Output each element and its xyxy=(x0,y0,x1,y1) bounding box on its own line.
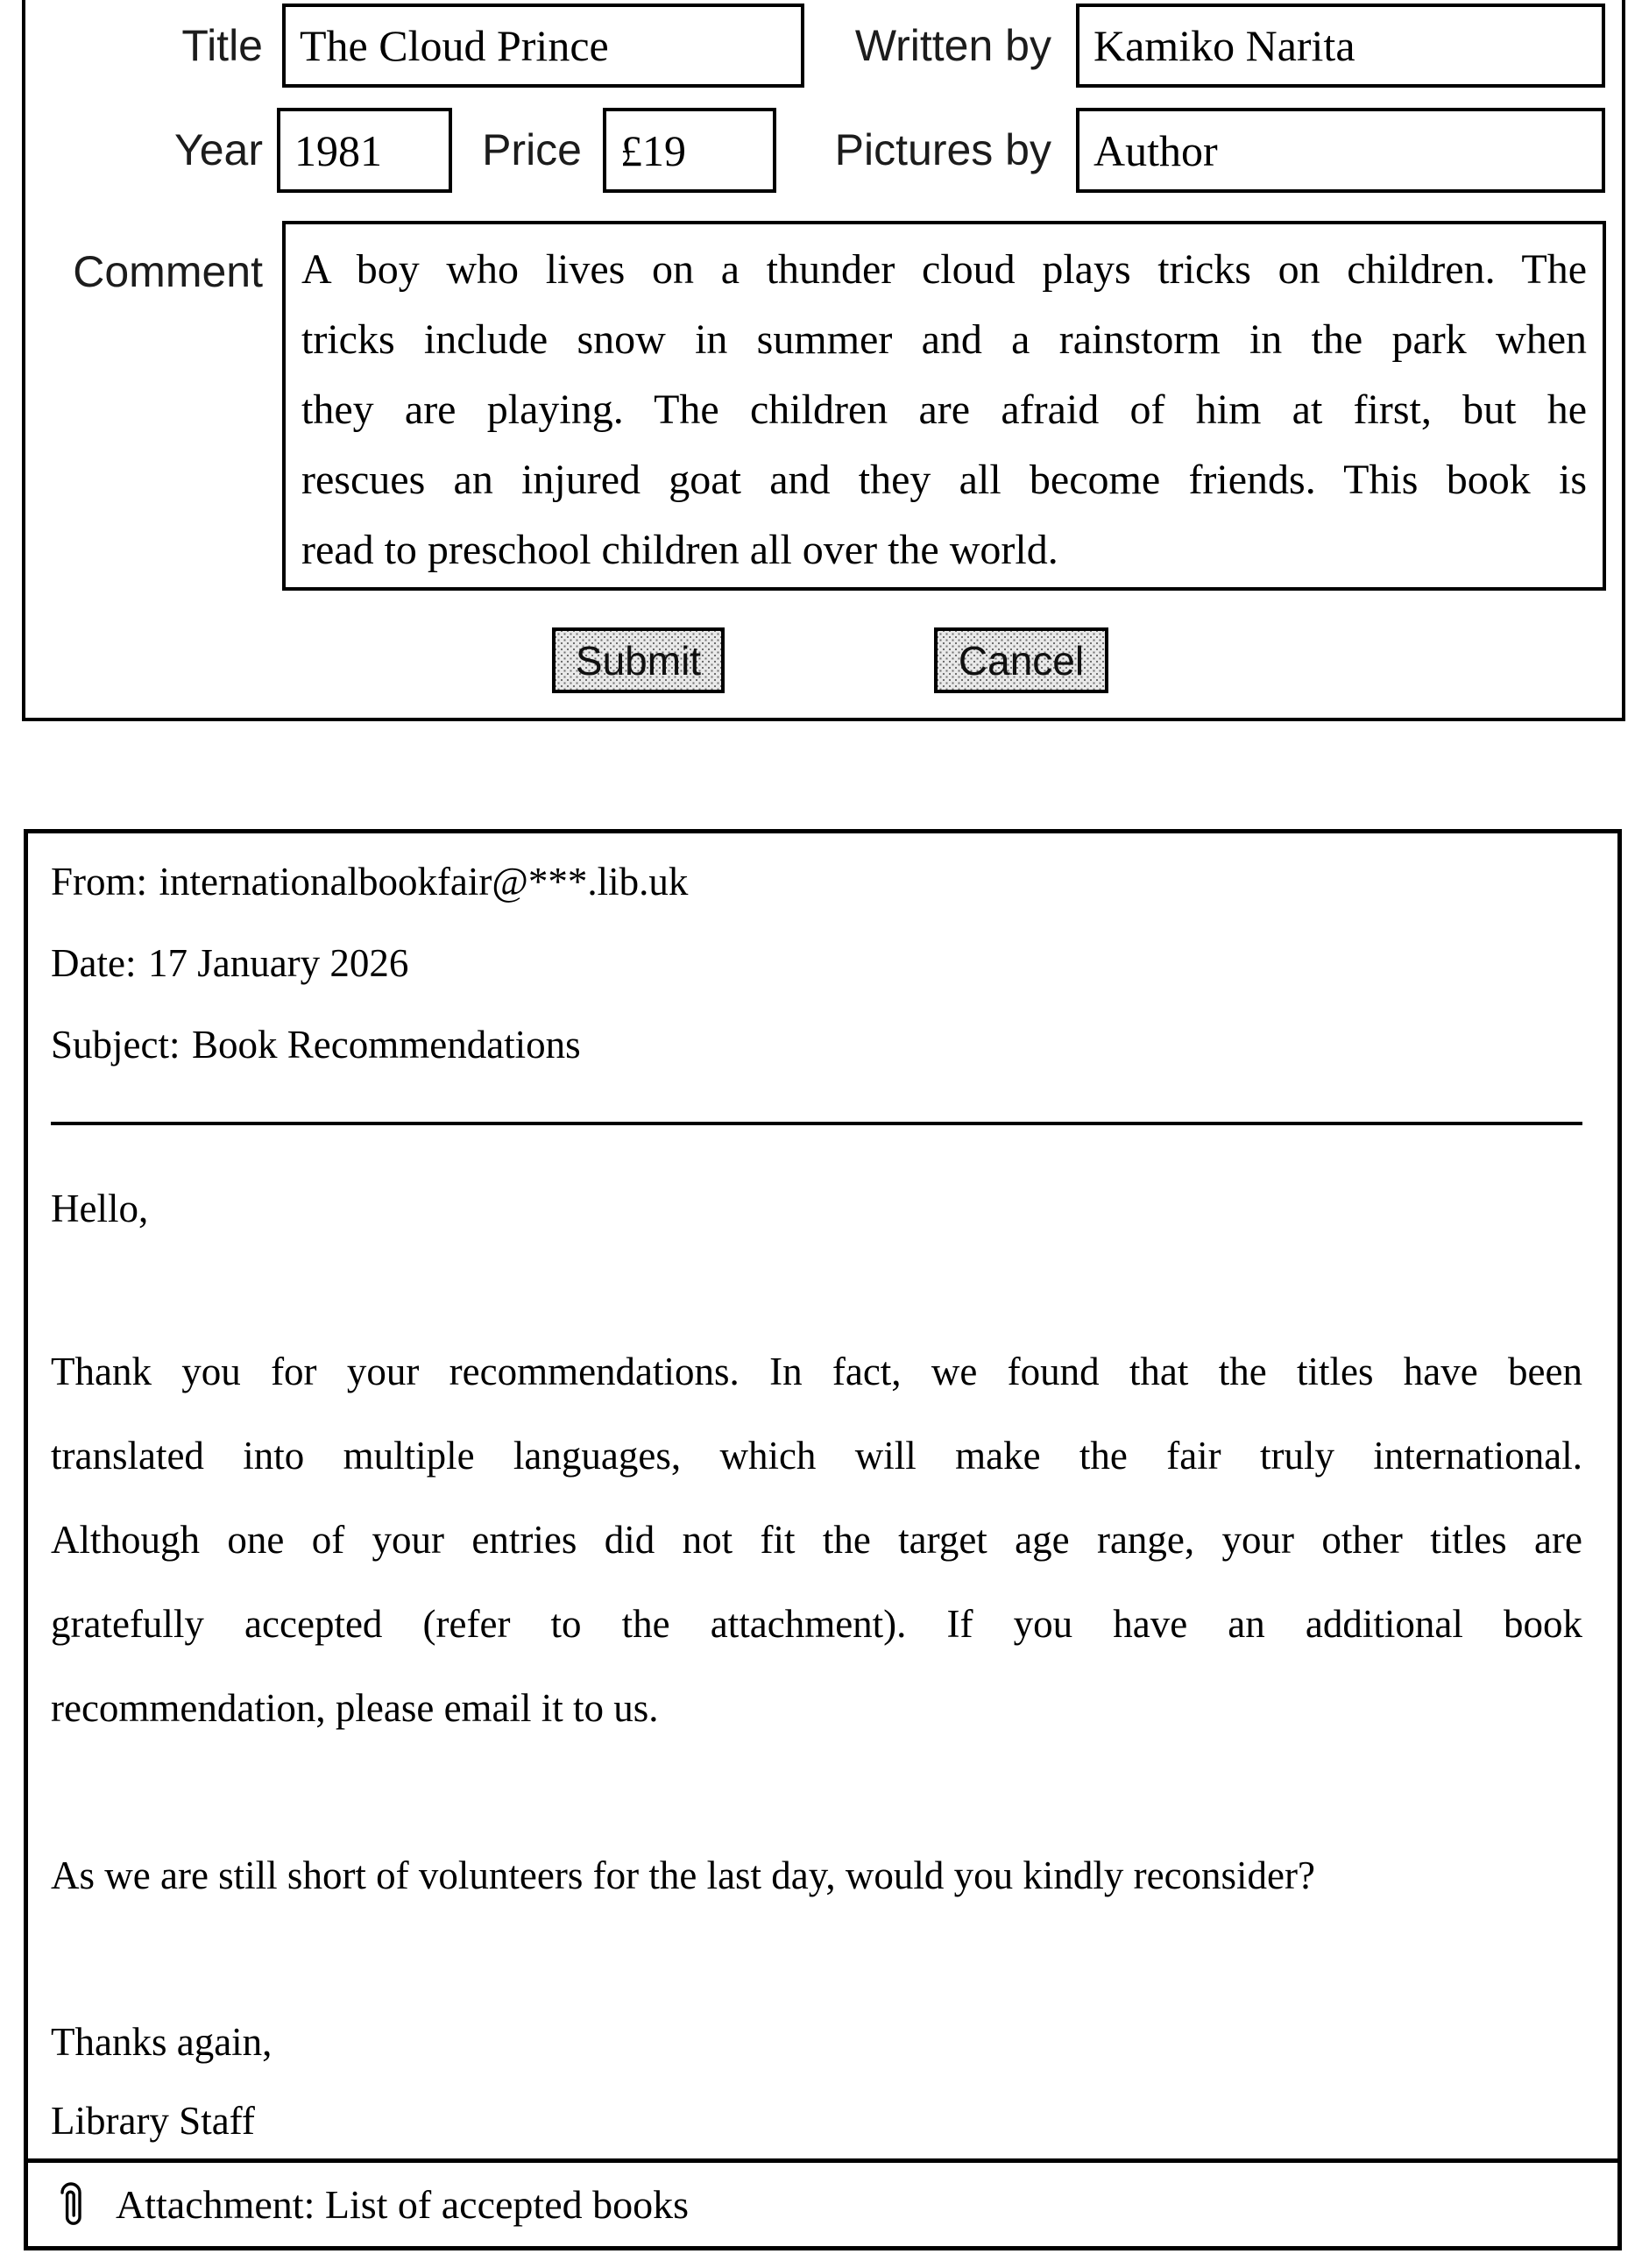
price-label: Price xyxy=(482,125,582,174)
attachment-bar[interactable] xyxy=(28,2158,1617,2246)
text-line: read to preschool children all over the world. xyxy=(301,527,1058,573)
header-divider xyxy=(51,1122,1582,1125)
from-label: From: xyxy=(51,860,148,904)
paperclip-icon xyxy=(54,2178,88,2232)
text-line: tricks include snow in summer and a rainstorm in the park when xyxy=(301,316,1587,363)
text-line: A boy who lives on a thunder cloud plays tricks on children. The xyxy=(301,246,1587,293)
written-by-input[interactable] xyxy=(1076,4,1605,88)
price-input[interactable] xyxy=(603,108,776,193)
email-header xyxy=(51,833,1582,1072)
written-by-label: Written by xyxy=(854,21,1051,70)
year-label: Year xyxy=(173,125,263,174)
email-closing xyxy=(51,2002,1582,2160)
comment-input[interactable] xyxy=(282,221,1606,591)
comment-label: Comment xyxy=(73,247,263,296)
text-line: rescues an injured goat and they all become friends. This book is xyxy=(301,457,1587,503)
book-entry-form xyxy=(22,0,1625,721)
date-value: 17 January 2026 xyxy=(147,941,409,985)
text-line: translated into multiple languages, which will make the fair truly international. xyxy=(51,1434,1582,1478)
email-body-paragraph xyxy=(51,1329,1582,1750)
text-line: recommendation, please email it to us. xyxy=(51,1686,659,1730)
from-address: internationalbookfair@***.lib.uk xyxy=(159,860,689,904)
email-from-line xyxy=(51,854,1582,909)
email-question-line: As we are still short of volunteers for the last day, would you kindly reconsider? xyxy=(51,1853,1315,1897)
email-message xyxy=(24,829,1622,2250)
subject-value: Book Recommendations xyxy=(191,1023,581,1067)
text-line: Thank you for your recommendations. In fact, we found that the titles have been xyxy=(51,1350,1582,1393)
subject-label: Subject: xyxy=(51,1023,180,1067)
written-by-value: Kamiko Narita xyxy=(1093,21,1355,70)
attachment-label: Attachment: List of accepted books xyxy=(116,2182,690,2227)
text-line: Although one of your entries did not fit the target age range, your other titles are xyxy=(51,1518,1582,1562)
text-line: Library Staff xyxy=(51,2099,255,2143)
cancel-button[interactable]: Cancel xyxy=(934,627,1108,693)
pictures-by-label: Pictures by xyxy=(834,125,1051,174)
email-content xyxy=(28,833,1617,2160)
title-label: Title xyxy=(181,21,263,70)
price-value: £19 xyxy=(620,125,686,175)
email-subject-line xyxy=(51,1017,1582,1072)
text-line: they are playing. The children are afraid of him at first, but he xyxy=(301,386,1587,433)
date-label: Date: xyxy=(51,941,137,985)
text-line: Thanks again, xyxy=(51,2020,272,2064)
text-line: gratefully accepted (refer to the attachment). If you have an additional book xyxy=(51,1602,1582,1646)
pictures-by-input[interactable] xyxy=(1076,108,1605,193)
title-value: The Cloud Prince xyxy=(300,21,609,70)
pictures-by-value: Author xyxy=(1093,125,1218,175)
title-input[interactable] xyxy=(282,4,804,88)
email-greeting: Hello, xyxy=(51,1187,149,1230)
year-value: 1981 xyxy=(294,125,382,175)
email-date-line xyxy=(51,936,1582,990)
submit-button[interactable]: Submit xyxy=(552,627,725,693)
